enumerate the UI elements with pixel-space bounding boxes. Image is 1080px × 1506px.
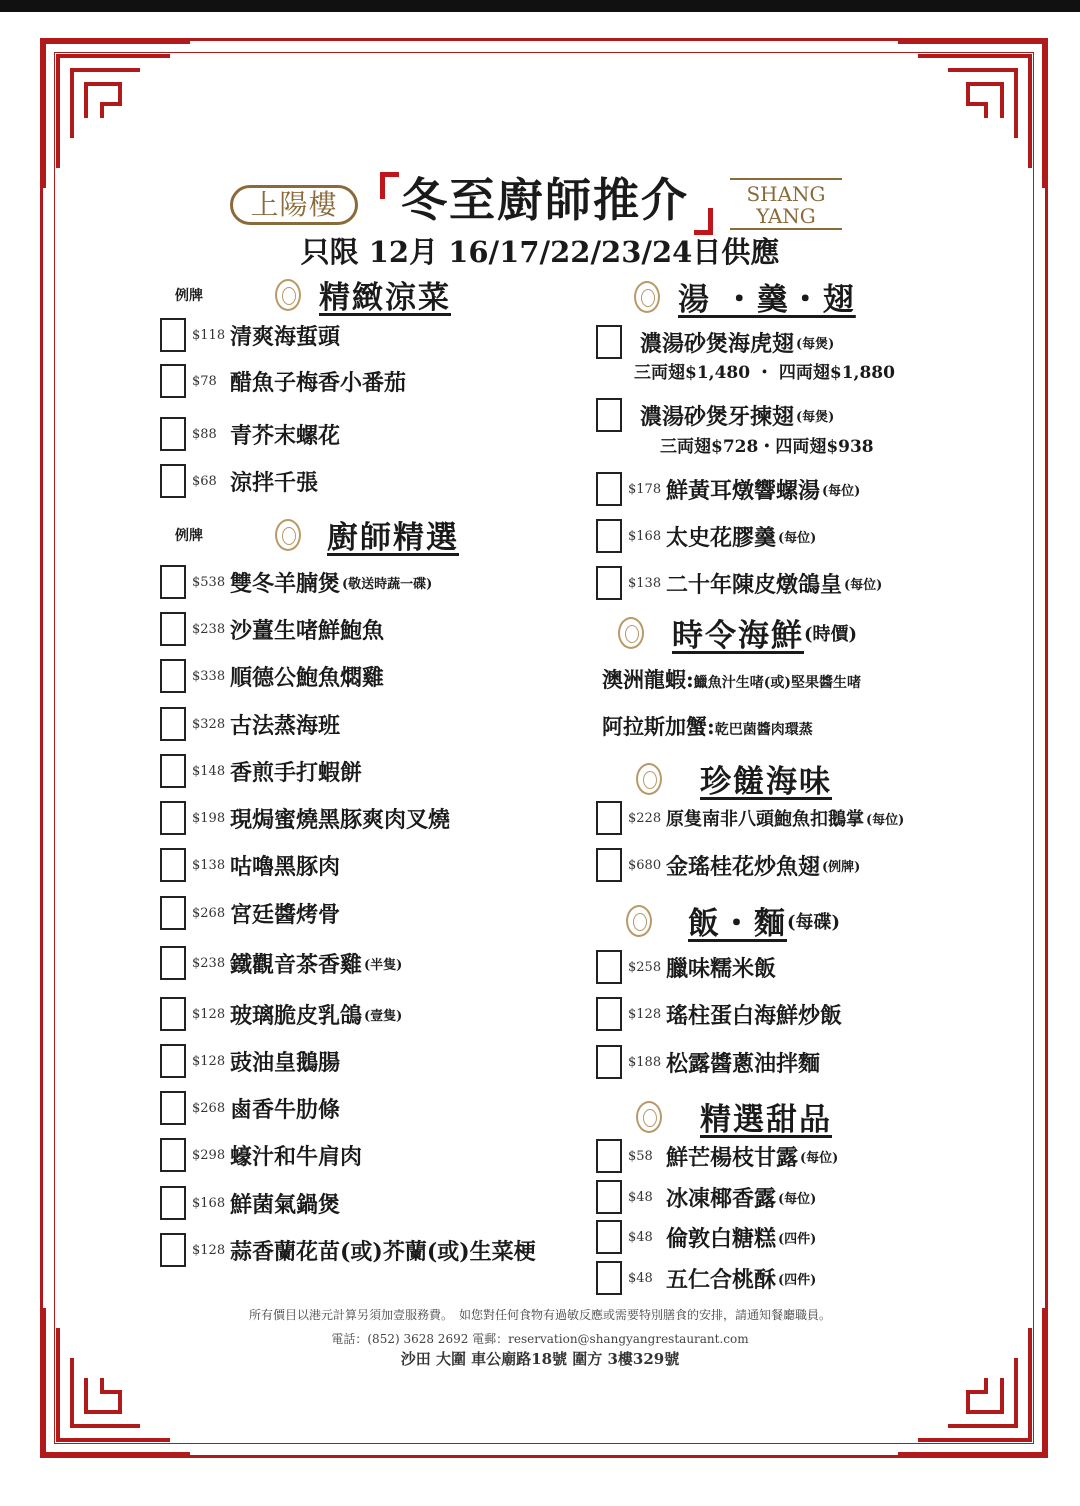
order-checkbox[interactable]: [160, 997, 186, 1031]
order-checkbox[interactable]: [160, 707, 186, 741]
item-name: 清爽海蜇頭: [230, 323, 341, 350]
menu-item: [160, 751, 362, 791]
portion-label: 例牌: [175, 287, 203, 304]
order-checkbox[interactable]: [596, 1045, 622, 1079]
menu-item: [596, 469, 860, 509]
menu-item: [160, 994, 402, 1034]
menu-subtitle: 只限 12月 16/17/22/23/24日供應: [300, 235, 780, 269]
item-name: 沙薑生啫鮮鮑魚: [230, 617, 385, 644]
item-price-options: 三両翅$728・四両翅$938: [660, 437, 874, 457]
section-title: 湯 ・羹・翅: [678, 282, 856, 318]
item-name: 涼拌千張: [230, 469, 319, 496]
order-checkbox[interactable]: [596, 566, 622, 600]
item-name: 醋魚子梅香小番茄: [230, 369, 407, 396]
item-name: 玻璃脆皮乳鴿: [230, 1002, 363, 1029]
item-price: $238: [192, 955, 226, 971]
section-title: 精選甜品: [700, 1102, 832, 1138]
item-price: $168: [192, 1195, 226, 1211]
item-price: $48: [628, 1229, 653, 1245]
menu-item: [160, 1088, 340, 1128]
section-header-soup: [634, 274, 856, 319]
menu-item: [160, 656, 384, 696]
corner-ornament-top-right: [888, 38, 1048, 198]
item-name: 金瑤桂花炒魚翅: [666, 853, 821, 880]
item-note: (每位): [778, 530, 817, 546]
item-name: 順德公鮑魚燜雞: [230, 664, 385, 691]
item-price: $188: [628, 1054, 662, 1070]
menu-item: [596, 1177, 816, 1217]
restaurant-logo-chinese: 上陽樓: [230, 185, 358, 225]
item-price: $48: [628, 1189, 653, 1205]
item-price: $338: [192, 668, 226, 684]
item-name: 鮮菌氣鍋煲: [230, 1191, 341, 1218]
item-price: $178: [628, 481, 662, 497]
section-header-dessert: [636, 1094, 832, 1139]
order-checkbox[interactable]: [160, 565, 186, 599]
order-checkbox[interactable]: [596, 997, 622, 1031]
menu-item: [160, 1135, 362, 1175]
menu-title: 冬至廚師推介: [401, 173, 689, 227]
footer-address: 沙田 大圍 車公廟路18號 圍方 3樓329號: [400, 1350, 680, 1368]
section-title: 廚師精選: [327, 520, 459, 556]
order-checkbox[interactable]: [160, 848, 186, 882]
order-checkbox[interactable]: [160, 464, 186, 498]
item-note: (四件): [778, 1231, 817, 1247]
ornament-icon: [275, 279, 301, 311]
menu-item: [596, 994, 842, 1034]
order-checkbox[interactable]: [596, 472, 622, 506]
order-checkbox[interactable]: [160, 1138, 186, 1172]
item-name: 宮廷醬烤骨: [230, 901, 341, 928]
item-name: 雙冬羊腩煲: [230, 570, 341, 597]
section-header-seafood: [618, 610, 857, 655]
menu-item: [596, 947, 776, 987]
item-price: $138: [192, 857, 226, 873]
menu-item: [596, 1136, 838, 1176]
order-checkbox[interactable]: [160, 659, 186, 693]
item-price: $128: [192, 1242, 226, 1258]
item-name: 蒜香蘭花苗(或)芥蘭(或)生菜梗: [230, 1238, 536, 1265]
ornament-icon: [275, 519, 301, 551]
item-name: 香煎手打蝦餅: [230, 759, 363, 786]
section-note: (每碟): [787, 911, 841, 933]
item-price: $88: [192, 426, 217, 442]
ornament-icon: [626, 905, 652, 937]
order-checkbox[interactable]: [596, 1261, 622, 1295]
order-checkbox[interactable]: [596, 848, 622, 882]
item-note: (四件): [778, 1272, 817, 1288]
item-price: $128: [628, 1006, 662, 1022]
order-checkbox[interactable]: [160, 318, 186, 352]
section-note: (時價): [804, 623, 858, 645]
item-note: (每煲): [796, 409, 835, 425]
order-checkbox[interactable]: [160, 1044, 186, 1078]
item-note: (壹隻): [364, 1008, 403, 1024]
item-name: 原隻南非八頭鮑魚扣鵝掌: [666, 809, 864, 830]
item-name: 青芥末螺花: [230, 422, 341, 449]
section-title: 飯・麵: [688, 906, 787, 942]
item-note: (敬送時蔬一碟): [342, 576, 433, 592]
item-price: $258: [628, 959, 662, 975]
order-checkbox[interactable]: [596, 325, 622, 359]
menu-item: [160, 315, 340, 355]
item-price: $128: [192, 1006, 226, 1022]
menu-item: [596, 322, 834, 362]
item-price: $58: [628, 1148, 653, 1164]
item-price: $328: [192, 716, 226, 732]
item-note: (每位): [800, 1150, 839, 1166]
menu-item: [596, 516, 816, 556]
menu-item: [160, 1230, 536, 1270]
item-price: $228: [628, 810, 662, 826]
portion-label: 例牌: [175, 527, 203, 544]
menu-item: [160, 1183, 340, 1223]
menu-item: [160, 943, 402, 983]
menu-item: [596, 1042, 820, 1082]
item-price: $538: [192, 574, 226, 590]
menu-item: [160, 562, 432, 602]
seafood-desc: 乾巴菌醬肉環蒸: [714, 722, 813, 738]
item-note: (每位): [844, 577, 883, 593]
item-name: 鮮芒楊枝甘露: [666, 1144, 799, 1171]
menu-item: [596, 395, 834, 435]
menu-item: [160, 361, 406, 401]
item-name: 五仁合桃酥: [666, 1266, 777, 1293]
order-checkbox[interactable]: [160, 946, 186, 980]
item-note: (半隻): [364, 957, 403, 973]
item-name: 咕嚕黑豚肉: [230, 853, 341, 880]
menu-item: [160, 414, 340, 454]
item-name: 倫敦白糖糕: [666, 1225, 777, 1252]
item-price: $128: [192, 1053, 226, 1069]
order-checkbox[interactable]: [160, 1091, 186, 1125]
item-price: $298: [192, 1147, 226, 1163]
item-price: $138: [628, 575, 662, 591]
section-header-rice-noodles: [626, 898, 840, 943]
logo-line-1: SHANG: [746, 182, 826, 206]
menu-item: [160, 893, 340, 933]
item-price: $118: [192, 327, 226, 343]
item-name: 鮮黃耳燉響螺湯: [666, 477, 821, 504]
order-checkbox[interactable]: [596, 1220, 622, 1254]
item-name: 二十年陳皮燉鴿皇: [666, 571, 843, 598]
order-checkbox[interactable]: [596, 950, 622, 984]
section-title: 精緻涼菜: [319, 280, 451, 316]
item-name: 臘味糯米飯: [666, 955, 777, 982]
footer-disclaimer: 所有價目以港元計算另須加壹服務費。 如您對任何食物有過敏反應或需要特別膳食的安排，請通知餐廳職員。: [248, 1308, 831, 1322]
seafood-item: [602, 711, 813, 741]
item-note: (每位): [822, 483, 861, 499]
section-title: 時令海鮮: [672, 618, 804, 654]
item-price: $68: [192, 473, 217, 489]
item-name: 濃湯砂煲牙揀翅: [640, 403, 795, 430]
ornament-icon: [618, 617, 644, 649]
seafood-name: 阿拉斯加蟹:: [602, 714, 715, 739]
menu-item: [160, 609, 384, 649]
ornament-icon: [636, 1101, 662, 1133]
item-price: $268: [192, 1100, 226, 1116]
order-checkbox[interactable]: [596, 1180, 622, 1214]
order-checkbox[interactable]: [160, 896, 186, 930]
menu-item: [596, 798, 904, 838]
menu-item: [596, 563, 882, 603]
item-note: (每煲): [796, 336, 835, 352]
order-checkbox[interactable]: [596, 801, 622, 835]
order-checkbox[interactable]: [160, 801, 186, 835]
order-checkbox[interactable]: [596, 398, 622, 432]
item-price: $238: [192, 621, 226, 637]
item-price: $268: [192, 905, 226, 921]
order-checkbox[interactable]: [160, 364, 186, 398]
order-checkbox[interactable]: [160, 754, 186, 788]
item-name: 豉油皇鵝腸: [230, 1049, 341, 1076]
item-price: $198: [192, 810, 226, 826]
item-price: $680: [628, 857, 662, 873]
section-header-cold-dishes: [175, 272, 451, 317]
section-header-delicacy: [636, 756, 832, 801]
item-name: 濃湯砂煲海虎翅: [640, 330, 795, 357]
item-name: 冰凍椰香露: [666, 1185, 777, 1212]
item-price: $148: [192, 763, 226, 779]
seafood-desc: 鱲魚汁生啫(或)堅果醬生啫: [693, 675, 862, 691]
seafood-item: [602, 664, 861, 694]
item-name: 現焗蜜燒黑豚爽肉叉燒: [230, 806, 451, 833]
menu-item: [160, 461, 318, 501]
menu-item: [160, 845, 340, 885]
item-name: 松露醬蔥油拌麵: [666, 1050, 821, 1077]
item-note: (每位): [778, 1191, 817, 1207]
top-bar: [0, 0, 1080, 12]
menu-item: [596, 845, 860, 885]
menu-item: [160, 704, 340, 744]
menu-item: [160, 1041, 340, 1081]
section-title: 珍饈海味: [700, 764, 832, 800]
menu-item: [596, 1217, 816, 1257]
order-checkbox[interactable]: [160, 1186, 186, 1220]
item-name: 古法蒸海班: [230, 712, 341, 739]
footer-contact: 電話：(852) 3628 2692 電郵：reservation@shangyangrestaurant.com: [331, 1332, 749, 1346]
menu-item: [596, 1258, 816, 1298]
menu-item: [160, 798, 450, 838]
restaurant-logo-english: [730, 178, 842, 230]
item-name: 鐵觀音茶香雞: [230, 951, 363, 978]
order-checkbox[interactable]: [160, 1233, 186, 1267]
item-name: 瑤柱蛋白海鮮炒飯: [666, 1002, 843, 1029]
order-checkbox[interactable]: [160, 612, 186, 646]
seafood-name: 澳洲龍蝦:: [602, 667, 694, 692]
item-price: $168: [628, 528, 662, 544]
logo-line-2: YANG: [756, 204, 816, 228]
section-header-chef-selection: [175, 512, 459, 557]
order-checkbox[interactable]: [596, 519, 622, 553]
ornament-icon: [636, 763, 662, 795]
item-name: 鹵香牛肋條: [230, 1096, 341, 1123]
item-price: $48: [628, 1270, 653, 1286]
ornament-icon: [634, 281, 660, 313]
order-checkbox[interactable]: [596, 1139, 622, 1173]
order-checkbox[interactable]: [160, 417, 186, 451]
item-note: (每位): [866, 812, 905, 828]
item-price-options: 三両翅$1,480 ・ 四両翅$1,880: [634, 363, 895, 383]
item-name: 太史花膠羹: [666, 524, 777, 551]
item-price: $78: [192, 373, 217, 389]
item-note: (例牌): [822, 859, 861, 875]
corner-ornament-top-left: [40, 38, 200, 198]
item-name: 蠔汁和牛肩肉: [230, 1143, 363, 1170]
